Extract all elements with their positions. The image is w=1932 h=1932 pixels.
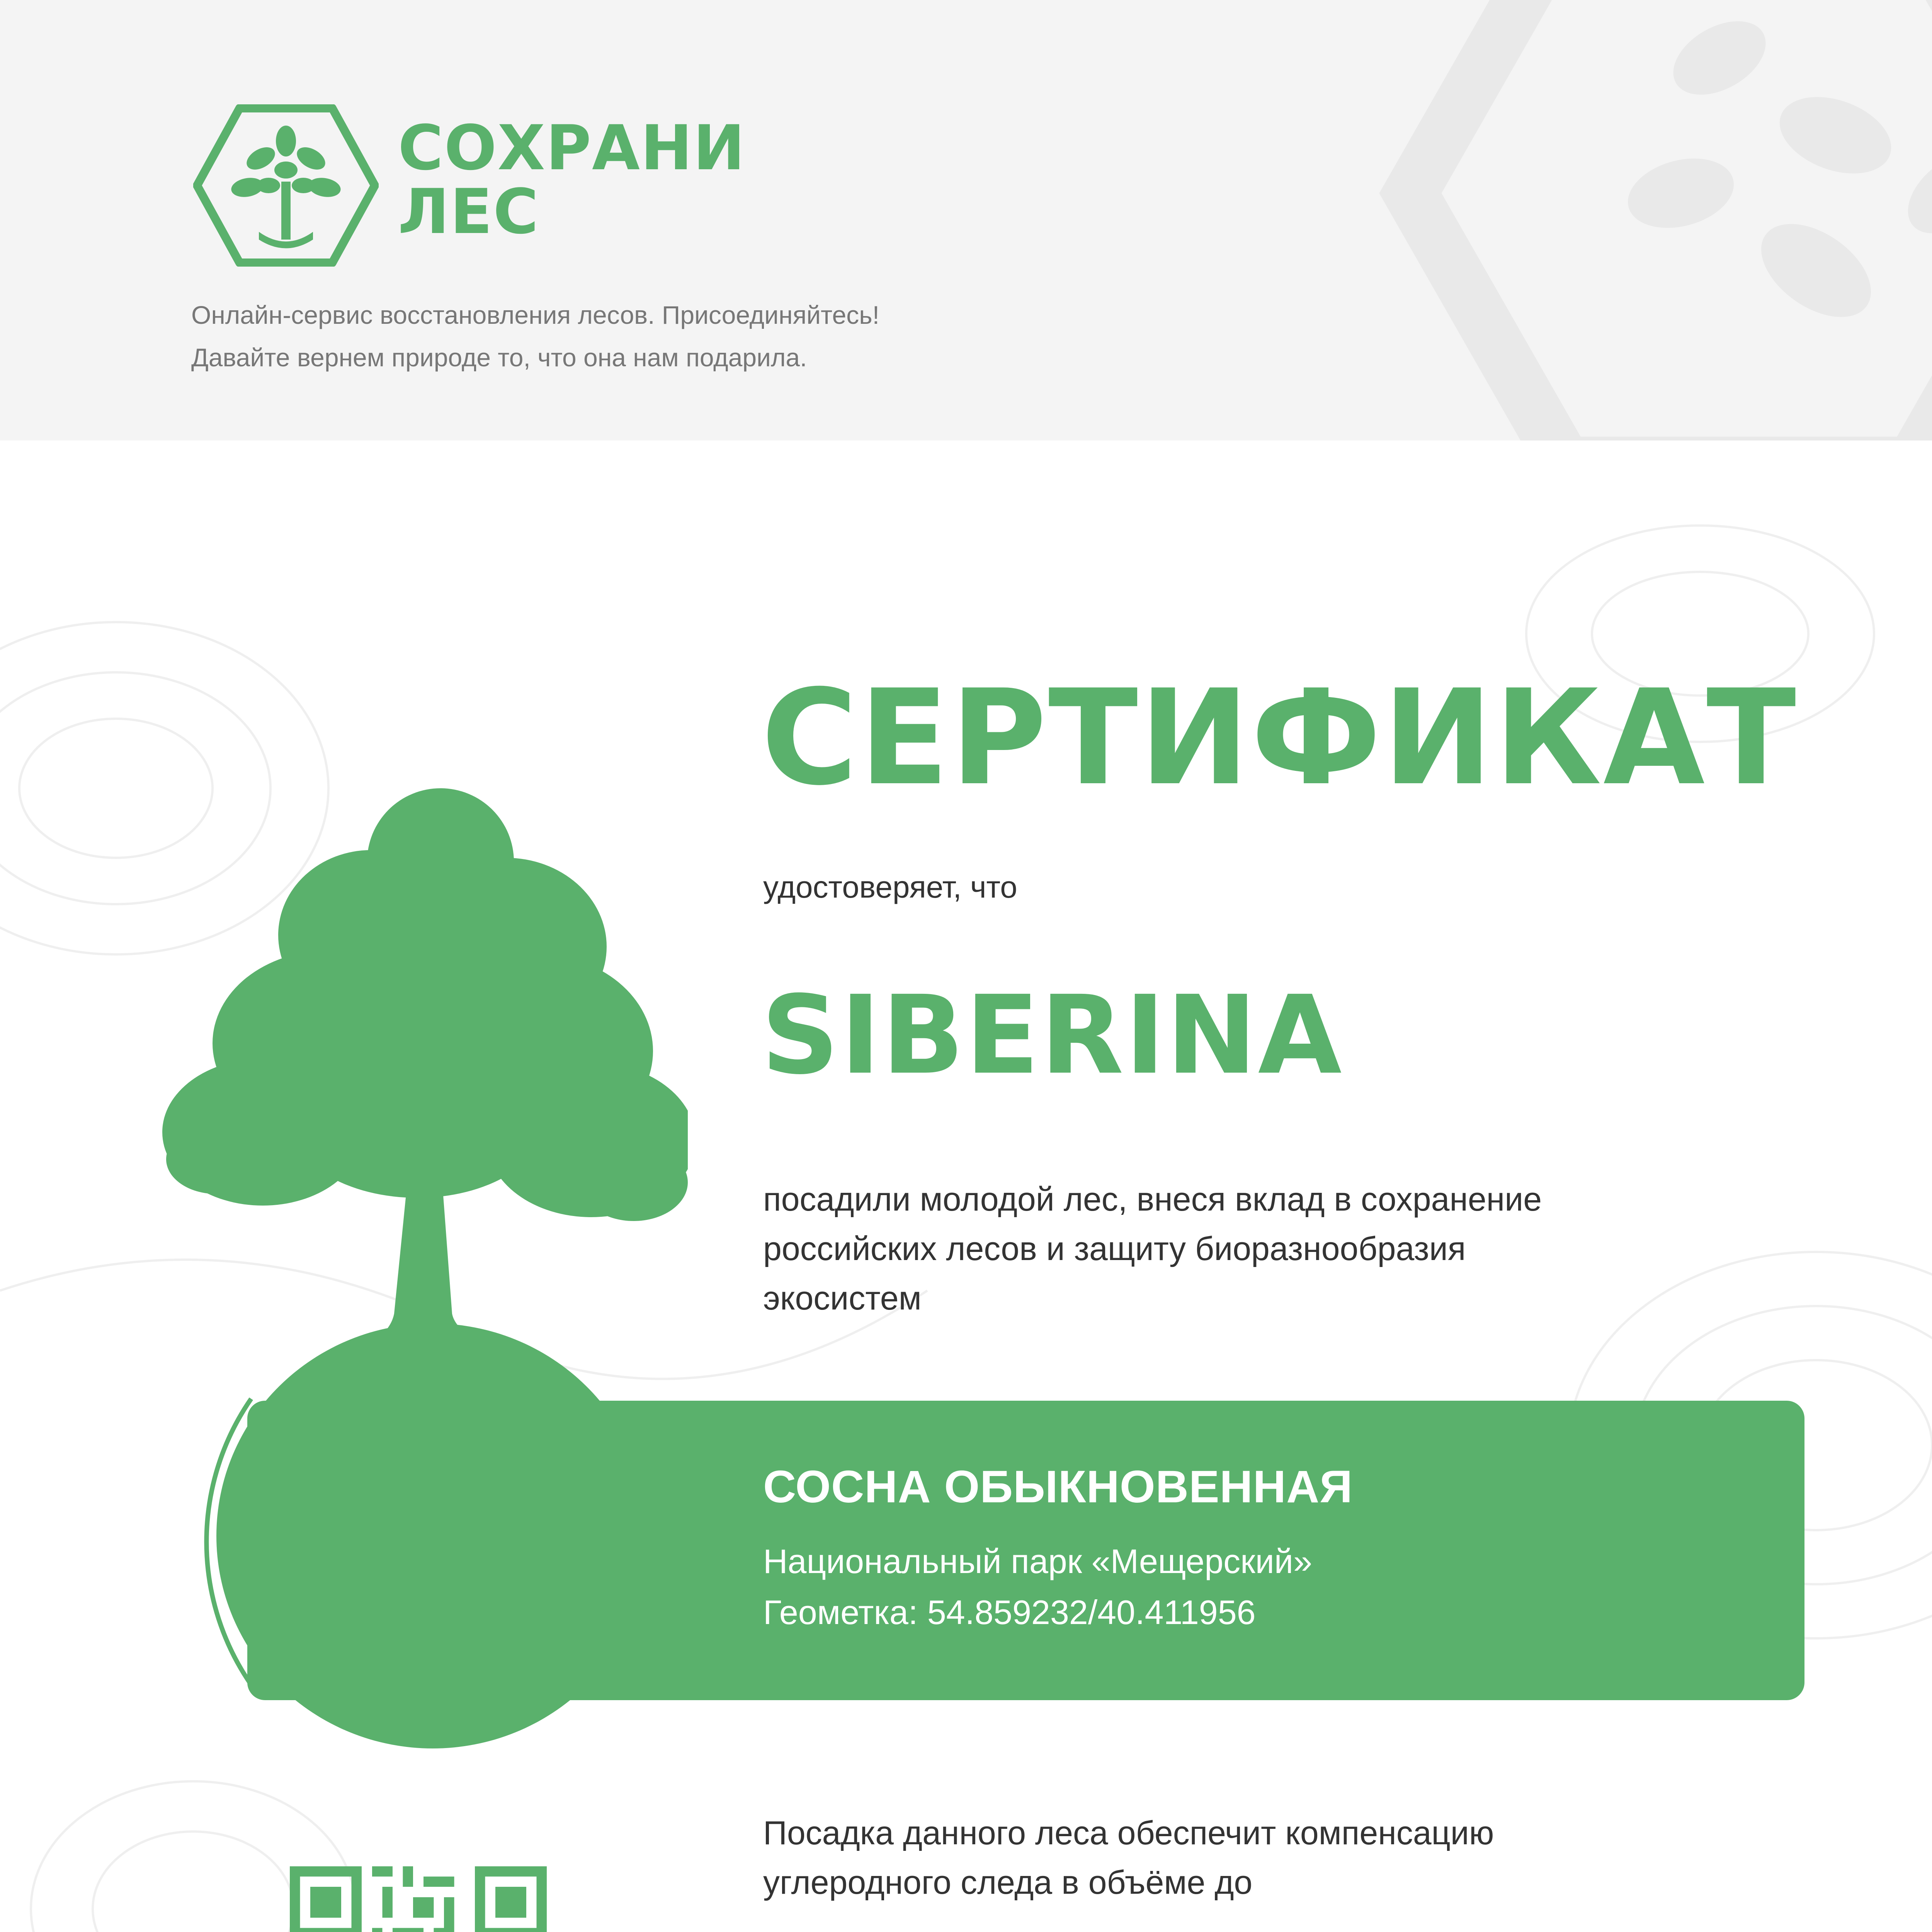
park-name: Национальный парк «Мещерский» [763,1542,1312,1580]
tree-species: СОСНА ОБЫКНОВЕННАЯ [763,1461,1353,1512]
brand-name [398,112,746,248]
tagline-line2: Давайте вернем природе то, что она нам подарила. [191,343,807,372]
tagline [191,294,879,379]
certificate-body-line1: посадили молодой лес, внеся вклад в сохранение [763,1181,1542,1218]
tagline-line1: Онлайн-сервис восстановления лесов. Присоединяйтесь! [191,301,879,329]
certificate-body-line2: российских лесов и защиту биоразнообразия [763,1230,1466,1267]
compensation-line1: Посадка данного леса обеспечит компенсацию [763,1815,1494,1852]
geotag: Геометка: 54.859232/40.411956 [763,1593,1256,1631]
recipient-name: SIBERINA [761,973,1343,1099]
planting-panel-circle [216,1323,649,1748]
certificate-intro: удостоверяет, что [763,870,1017,904]
decorative-hexagon-icon [1333,0,1932,440]
compensation-line2: углеродного следа в объёме до [763,1864,1253,1901]
compensation-text [763,1808,1729,1907]
planting-location [763,1536,1312,1638]
tree-hexagon-logo-icon [193,104,379,267]
brand-name-line2: ЛЕС [398,175,539,248]
certificate-body-line3: экосистем [763,1280,922,1317]
certificate-title: СЕРТИФИКАТ [761,662,1798,815]
qr-code-icon[interactable] [290,1866,547,1932]
brand-name-line1: СОХРАНИ [398,112,746,184]
certificate-body [763,1175,1729,1323]
